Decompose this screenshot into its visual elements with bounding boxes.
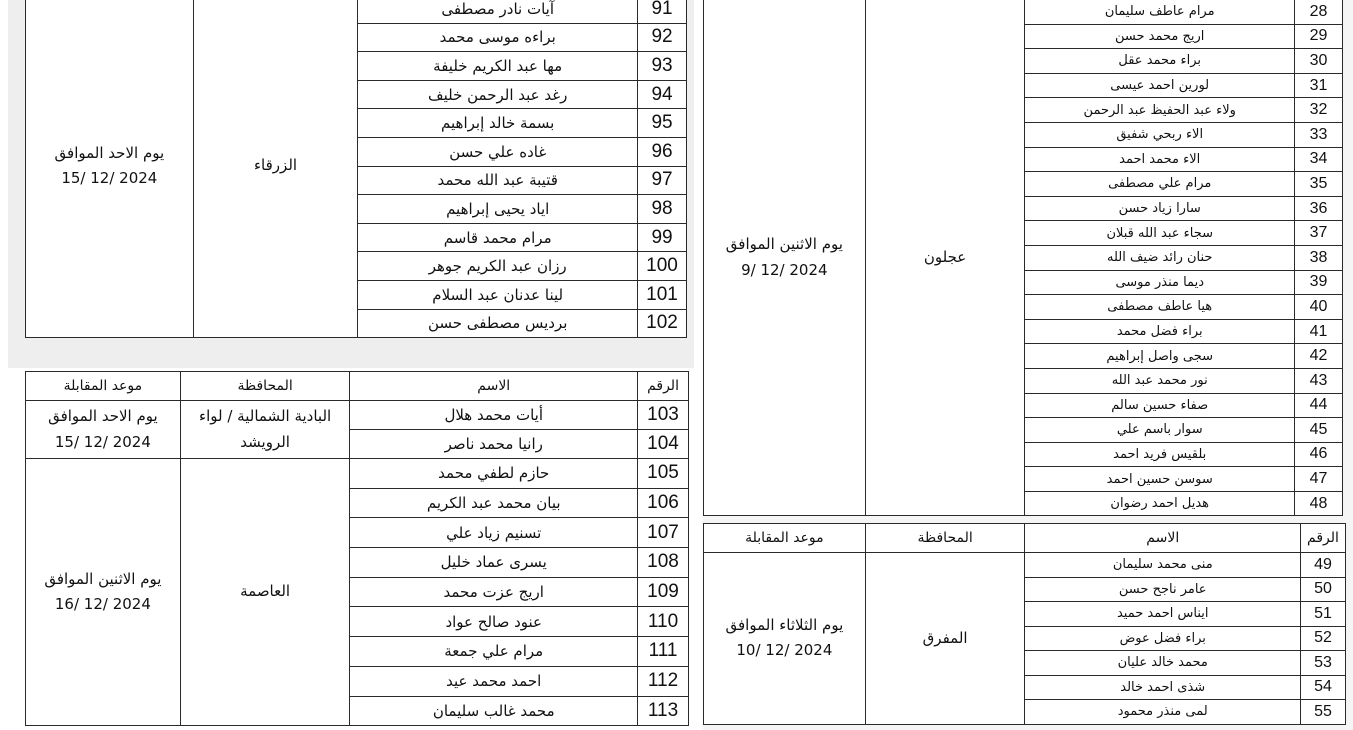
applicant-name: مرام علي جمعة [350,637,638,667]
applicant-name: أيات محمد هلال [350,401,638,430]
applicant-name: غاده علي حسن [358,137,638,166]
header-number: الرقم [638,372,689,401]
row-number: 29 [1295,24,1343,49]
applicant-name: اريج محمد حسن [1025,24,1295,49]
applicant-name: سجى واصل إبراهيم [1025,344,1295,369]
row-number: 54 [1301,675,1346,700]
applicant-name: مرام علي مصطفى [1025,172,1295,197]
row-number: 107 [638,518,689,548]
row-number: 38 [1295,245,1343,270]
row-number: 105 [638,459,689,489]
applicant-name: رانيا محمد ناصر [350,430,638,459]
interview-day: يوم الاثنين الموافق [725,235,843,254]
applicant-name: محمد خالد عليان [1025,651,1301,676]
row-number: 101 [638,280,687,309]
row-number: 92 [638,23,687,52]
row-number: 97 [638,166,687,195]
row-number: 53 [1301,651,1346,676]
interview-day: يوم الاحد الموافق [48,407,158,425]
applicant-name: سوار باسم علي [1025,418,1295,443]
applicant-name: سوسن حسين احمد [1025,467,1295,492]
header-governorate: المحافظة [865,524,1025,553]
governorate: البادية الشمالية / لواء الرويشد [180,401,350,459]
applicant-name: لمى منذر محمود [1025,700,1301,725]
interview-date-value: 9/ 12/ 2024 [741,260,828,279]
interview-date [26,0,194,338]
governorate: المفرق [865,553,1025,725]
header-name: الاسم [1025,524,1301,553]
header-name: الاسم [350,372,638,401]
interview-date-value: 16/ 12/ 2024 [54,595,151,614]
interview-date-value: 15/ 12/ 2024 [61,169,158,188]
header-governorate: المحافظة [180,372,350,401]
applicant-name: صفاء حسين سالم [1025,393,1295,418]
applicant-name: ايناس احمد حميد [1025,602,1301,627]
applicant-name: رزان عبد الكريم جوهر [358,252,638,281]
applicant-name: حنان رائد ضيف الله [1025,245,1295,270]
governorate: العاصمة [180,459,350,726]
zarqa-table [25,0,687,338]
applicant-name: بسمة خالد إبراهيم [358,109,638,138]
applicant-name: نور محمد عبد الله [1025,368,1295,393]
governorate: عجلون [865,0,1025,516]
applicant-name: براءه موسى محمد [358,23,638,52]
row-number: 50 [1301,577,1346,602]
row-number: 37 [1295,221,1343,246]
interview-day: يوم الثلاثاء الموافق [725,615,844,634]
applicant-name: هديل احمد رضوان [1025,491,1295,516]
row-number: 46 [1295,442,1343,467]
row-number: 31 [1295,73,1343,98]
row-number: 47 [1295,467,1343,492]
header-interview-date: موعد المقابلة [26,372,181,401]
row-number: 109 [638,577,689,607]
applicant-name: براء فضل محمد [1025,319,1295,344]
header-interview-date: موعد المقابلة [704,524,866,553]
row-number: 103 [638,401,689,430]
interview-date [704,0,866,516]
applicant-name: الاء محمد احمد [1025,147,1295,172]
row-number: 98 [638,195,687,224]
table-row [26,459,689,489]
row-number: 111 [638,637,689,667]
row-number: 41 [1295,319,1343,344]
row-number: 40 [1295,295,1343,320]
applicant-name: برديس مصطفى حسن [358,309,638,338]
applicant-name: بيان محمد عبد الكريم [350,488,638,518]
applicant-name: احمد محمد عيد [350,666,638,696]
row-number: 44 [1295,393,1343,418]
applicant-name: مرام عاطف سليمان [1025,0,1295,24]
applicant-name: قتيبة عبد الله محمد [358,166,638,195]
applicant-name: شذى احمد خالد [1025,675,1301,700]
applicant-name: حازم لطفي محمد [350,459,638,489]
applicant-name: اياد يحيى إبراهيم [358,195,638,224]
applicant-name: مها عبد الكريم خليفة [358,52,638,81]
row-number: 36 [1295,196,1343,221]
row-number: 48 [1295,491,1343,516]
row-number: 91 [638,0,687,23]
row-number: 113 [638,696,689,726]
row-number: 45 [1295,418,1343,443]
applicant-name: ولاء عبد الحفيظ عبد الرحمن [1025,98,1295,123]
row-number: 102 [638,309,687,338]
badia-capital-table [25,371,689,726]
row-number: 94 [638,80,687,109]
applicant-name: تسنيم زياد علي [350,518,638,548]
row-number: 43 [1295,368,1343,393]
header-number: الرقم [1301,524,1346,553]
row-number: 108 [638,548,689,578]
applicant-name: ديما منذر موسى [1025,270,1295,295]
row-number: 32 [1295,98,1343,123]
header-row [26,372,689,401]
applicant-name: لينا عدنان عبد السلام [358,280,638,309]
applicant-name: اريج عزت محمد [350,577,638,607]
applicant-name: سجاء عبد الله قبلان [1025,221,1295,246]
row-number: 42 [1295,344,1343,369]
row-number: 49 [1301,553,1346,578]
table-row [704,553,1346,578]
row-number: 55 [1301,700,1346,725]
applicant-name: هيا عاطف مصطفى [1025,295,1295,320]
mafraq-table [703,523,1346,725]
applicant-name: محمد غالب سليمان [350,696,638,726]
table-row [704,0,1343,24]
table-row [26,0,687,23]
applicant-name: عامر ناجح حسن [1025,577,1301,602]
governorate: الزرقاء [193,0,358,338]
interview-date [26,459,181,726]
row-number: 35 [1295,172,1343,197]
row-number: 34 [1295,147,1343,172]
applicant-name: منى محمد سليمان [1025,553,1301,578]
interview-date-value: 15/ 12/ 2024 [54,432,151,451]
applicant-name: يسرى عماد خليل [350,548,638,578]
row-number: 28 [1295,0,1343,24]
applicant-name: براء محمد عقل [1025,49,1295,74]
interview-date [26,401,181,459]
interview-day: يوم الاحد الموافق [54,143,165,162]
row-number: 93 [638,52,687,81]
row-number: 30 [1295,49,1343,74]
row-number: 52 [1301,626,1346,651]
applicant-name: بلقيس فريد احمد [1025,442,1295,467]
row-number: 106 [638,488,689,518]
row-number: 100 [638,252,687,281]
applicant-name: سارا زياد حسن [1025,196,1295,221]
row-number: 39 [1295,270,1343,295]
row-number: 96 [638,137,687,166]
interview-date-value: 10/ 12/ 2024 [736,641,833,660]
applicant-name: آيات نادر مصطفى [358,0,638,23]
applicant-name: رغد عبد الرحمن خليف [358,80,638,109]
header-row [704,524,1346,553]
applicant-name: براء فضل عوض [1025,626,1301,651]
row-number: 104 [638,430,689,459]
applicant-name: عنود صالح عواد [350,607,638,637]
table-row [26,401,689,430]
applicant-name: مرام محمد قاسم [358,223,638,252]
ajloun-table [703,0,1343,516]
applicant-name: لورين احمد عيسى [1025,73,1295,98]
row-number: 112 [638,666,689,696]
row-number: 51 [1301,602,1346,627]
row-number: 110 [638,607,689,637]
interview-date [704,553,866,725]
row-number: 99 [638,223,687,252]
row-number: 33 [1295,122,1343,147]
row-number: 95 [638,109,687,138]
interview-day: يوم الاثنين الموافق [44,569,162,588]
applicant-name: الاء ربحي شفيق [1025,122,1295,147]
